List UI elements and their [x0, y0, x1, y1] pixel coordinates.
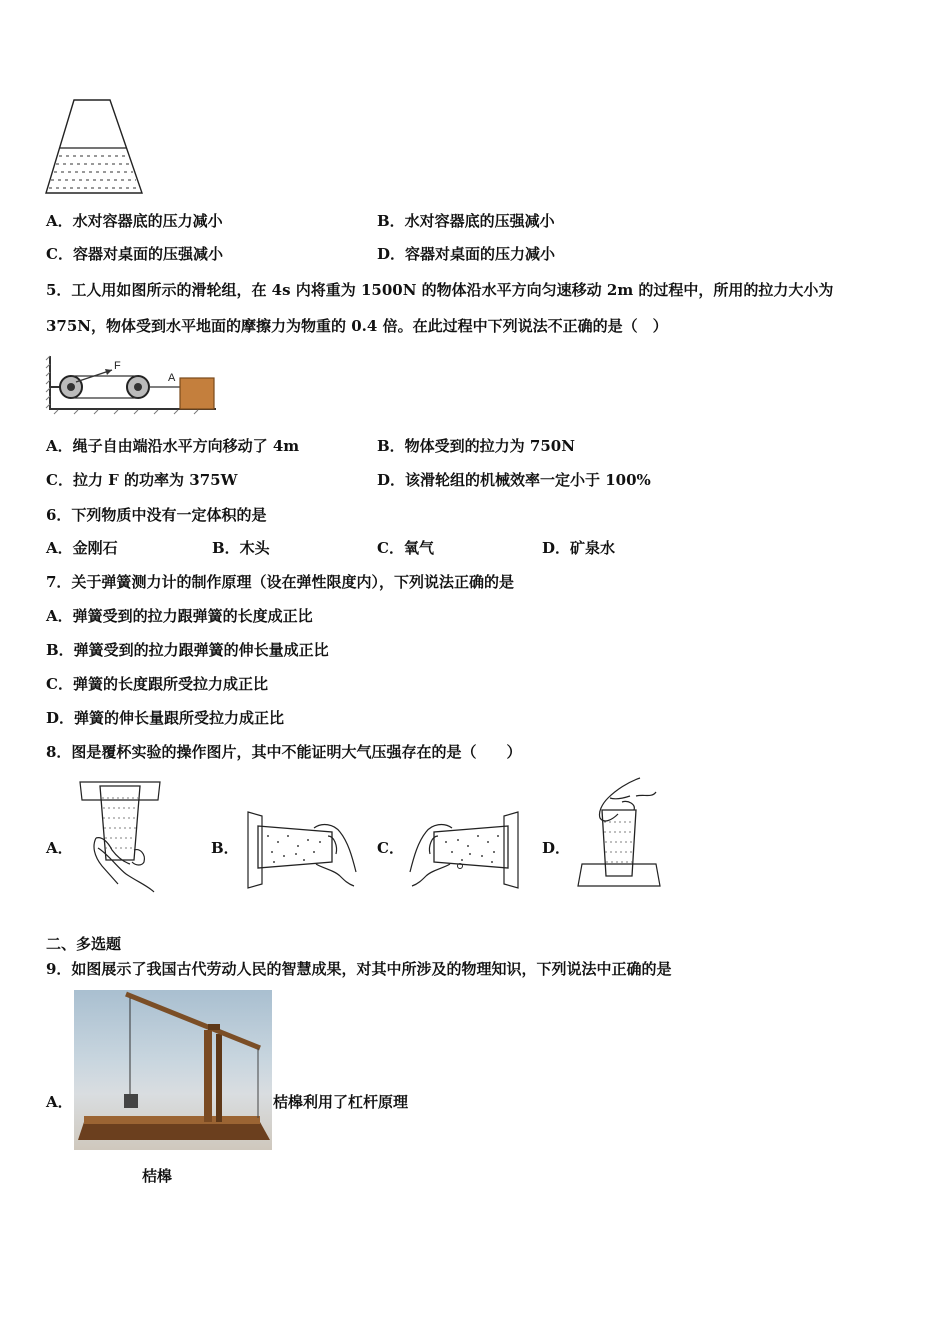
pulley-figure: [44, 352, 220, 416]
q7-option-c[interactable]: C．弹簧的长度跟所受拉力成正比: [46, 675, 268, 693]
cup-figure-b: [244, 806, 359, 890]
cup-figure-d: [576, 776, 662, 892]
q5-stem-line1: 5．工人用如图所示的滑轮组，在 4s 内将重为 1500N 的物体沿水平方向匀速移动 2m 的过程中，所用的拉力大小为: [46, 281, 834, 299]
q8-option-d[interactable]: D．: [542, 839, 571, 857]
q7-option-b[interactable]: B．弹簧受到的拉力跟弹簧的伸长量成正比: [46, 641, 329, 659]
q4-option-d[interactable]: D．容器对桌面的压力减小: [377, 245, 556, 263]
jiegao-illustration: [74, 990, 272, 1150]
q5-option-a[interactable]: A．绳子自由端沿水平方向移动了 4m: [46, 437, 300, 455]
jiegao-photo: [74, 990, 272, 1150]
q4-option-a[interactable]: A．水对容器底的压力减小: [46, 212, 223, 230]
q9-option-a-text[interactable]: 桔槔利用了杠杆原理: [273, 1093, 409, 1111]
q6-option-d[interactable]: D．矿泉水: [542, 539, 616, 557]
cup-figure-c: [408, 806, 523, 890]
q5-option-d[interactable]: D．该滑轮组的机械效率一定小于 100%: [377, 471, 651, 489]
force-label: F: [114, 360, 121, 372]
q5-stem-line2: 375N，物体受到水平地面的摩擦力为物重的 0.4 倍。在此过程中下列说法不正确的是（ ）: [46, 317, 668, 335]
q8-option-c[interactable]: C．: [377, 839, 404, 857]
jiegao-caption: 桔槔: [142, 1167, 173, 1185]
q6-stem: 6．下列物质中没有一定体积的是: [46, 506, 267, 524]
q6-option-a[interactable]: A．金刚石: [46, 539, 118, 557]
q7-option-d[interactable]: D．弹簧的伸长量跟所受拉力成正比: [46, 709, 285, 727]
q9-option-a-label[interactable]: A．: [46, 1093, 73, 1111]
q5-option-c[interactable]: C．拉力 F 的功率为 375W: [46, 471, 238, 489]
q6-option-b[interactable]: B．木头: [212, 539, 270, 557]
q8-option-b[interactable]: B．: [211, 839, 239, 857]
q4-option-b[interactable]: B．水对容器底的压强减小: [377, 212, 555, 230]
q8-stem: 8．图是覆杯实验的操作图片，其中不能证明大气压强存在的是（ ）: [46, 743, 522, 761]
object-label: A: [168, 372, 176, 384]
q5-option-b[interactable]: B．物体受到的拉力为 750N: [377, 437, 575, 455]
section2-title: 二、多选题: [46, 935, 122, 953]
q7-option-a[interactable]: A．弹簧受到的拉力跟弹簧的长度成正比: [46, 607, 313, 625]
q9-stem: 9．如图展示了我国古代劳动人民的智慧成果，对其中所涉及的物理知识，下列说法中正确的是: [46, 960, 672, 978]
container-figure: [44, 98, 144, 196]
q8-option-a[interactable]: A．: [46, 839, 73, 857]
q6-option-c[interactable]: C．氧气: [377, 539, 434, 557]
q4-option-c[interactable]: C．容器对桌面的压强减小: [46, 245, 223, 263]
q7-stem: 7．关于弹簧测力计的制作原理（设在弹性限度内），下列说法正确的是: [46, 573, 514, 591]
cup-figure-a: [78, 778, 163, 894]
